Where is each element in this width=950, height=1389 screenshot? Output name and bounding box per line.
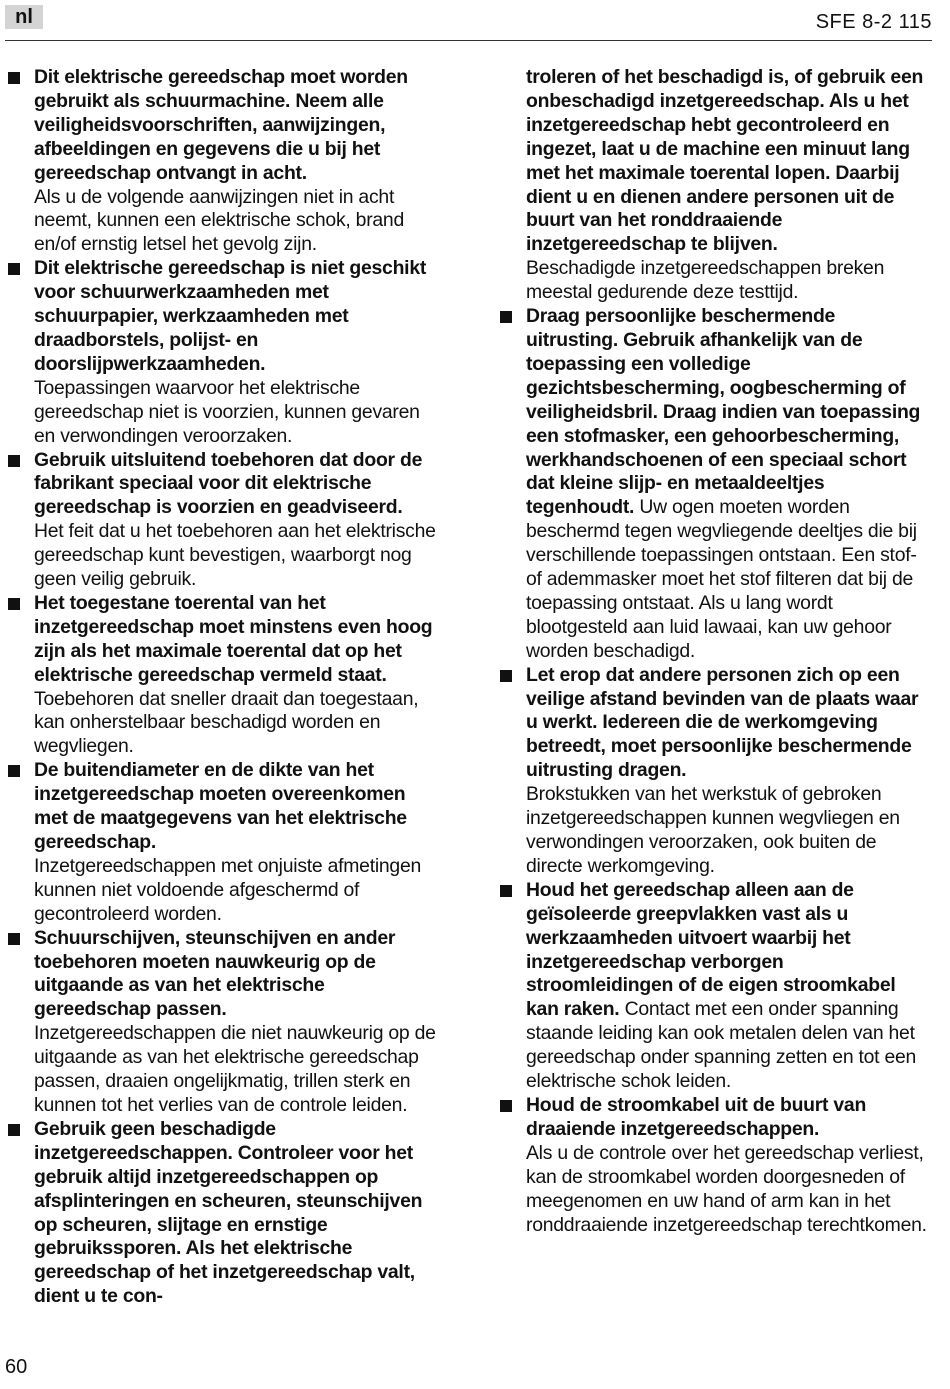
explanation-text: Toebehoren dat sneller draait dan toegestaan, kan onherstelbaar beschadigd worden en wegvliegen. xyxy=(34,687,419,758)
warning-text: Dit elektrische gereedschap moet worden gebruikt als schuurmachine. Neem alle veiligheidsvoorschriften, aanwijzingen, afbeeldingen en gegevens die u bij het gereedschap ontvangt in acht. xyxy=(34,66,408,184)
safety-item xyxy=(500,1094,932,1237)
explanation-text: Het feit dat u het toebehoren aan het elektrische gereedschap kunt bevestigen, waarborgt nog geen veilig gebruik. xyxy=(34,520,436,591)
model-name: SFE 8-2 115 xyxy=(815,11,932,33)
warning-text: De buitendiameter en de dikte van het inzetgereedschap moeten overeenkomen met de maatgegevens van het elektrische gereedschap. xyxy=(34,759,407,853)
continued-item xyxy=(500,66,932,305)
page-number: 60 xyxy=(5,1356,28,1378)
square-bullet-icon xyxy=(500,1100,512,1112)
explanation-text: Toepassingen waarvoor het elektrische gereedschap niet is voorzien, kunnen gevaren en verwondingen veroorzaken. xyxy=(34,376,420,447)
explanation-text: Uw ogen moeten worden beschermd tegen wegvliegende deeltjes die bij verschillende toepassingen ontstaan. Een stof- of ademmasker moet het stof filteren dat bij de toepassing ontstaat. Als u lang wordt blootgesteld aan luid lawaai, kan uw gehoor worden beschadigd. xyxy=(526,496,917,662)
square-bullet-icon xyxy=(8,263,20,275)
warning-text: Het toegestane toerental van het inzetgereedschap moet minstens even hoog zijn als het maximale toerental dat op het elektrische gereedschap vermeld staat. xyxy=(34,591,433,686)
right-column xyxy=(500,66,932,1237)
safety-item xyxy=(8,257,440,448)
explanation-text: Inzetgereedschappen die niet nauwkeurig op de uitgaande as van het elektrische gereedschap passen, draaien ongelijkmatig, trillen sterk en kunnen tot het verlies van de controle leiden. xyxy=(34,1022,436,1116)
square-bullet-icon xyxy=(8,1124,20,1136)
explanation-text: Brokstukken van het werkstuk of gebroken inzetgereedschappen kunnen wegvliegen en verwondingen veroorzaken, ook buiten de directe werkomgeving. xyxy=(526,783,900,877)
warning-text: Draag persoonlijke beschermende uitrusting. Gebruik afhankelijk van de toepassing een volledige gezichtsbescherming, oogbescherming of veiligheidsbril. Draag indien van toepassing een stofmasker, een gehoorbescherming, werkhandschoenen of een speciaal schort dat kleine slijp- en metaaldeeltjes tegenhoudt. xyxy=(526,305,921,519)
safety-item xyxy=(8,927,440,1118)
square-bullet-icon xyxy=(500,885,512,897)
safety-item xyxy=(500,879,932,1094)
safety-item xyxy=(8,1118,440,1309)
explanation-text: Contact met een onder spanning staande leiding kan ook metalen delen van het gereedschap onder spanning zetten en tot een elektrische schok leiden. xyxy=(526,998,917,1093)
square-bullet-icon xyxy=(500,311,512,323)
warning-text: Houd de stroomkabel uit de buurt van draaiende inzetgereedschappen. xyxy=(526,1093,867,1140)
warning-text: Schuurschijven, steunschijven en ander toebehoren moeten nauwkeurig op de uitgaande as van het elektrische gereedschap passen. xyxy=(34,926,396,1021)
square-bullet-icon xyxy=(8,598,20,610)
warning-text: troleren of het beschadigd is, of gebruik een onbeschadigd inzetgereedschap. Als u het inzetgereedschap hebt gecontroleerd en ingezet, laat u de machine een minuut lang met het maximale toerental lopen. Daarbij dient u en dienen andere personen uit de buurt van het ronddraaiende inzetgereedschap te blijven. xyxy=(526,66,924,256)
square-bullet-icon xyxy=(8,765,20,777)
header-divider xyxy=(5,40,932,41)
explanation-text: Inzetgereedschappen met onjuiste afmetingen kunnen niet voldoende afgeschermd of gecontroleerd worden. xyxy=(34,854,422,925)
safety-item xyxy=(8,759,440,926)
warning-text: Let erop dat andere personen zich op een veilige afstand bevinden van de plaats waar u werkt. Iedereen die de werkomgeving betreedt, moet persoonlijke beschermende uitrusting dragen. xyxy=(526,663,919,782)
square-bullet-icon xyxy=(8,72,20,84)
safety-item xyxy=(8,449,440,592)
safety-item xyxy=(500,664,932,879)
safety-item xyxy=(8,66,440,257)
square-bullet-icon xyxy=(500,670,512,682)
language-badge: nl xyxy=(5,5,43,29)
explanation-text: Beschadigde inzetgereedschappen breken meestal gedurende deze testtijd. xyxy=(526,257,885,304)
warning-text: Dit elektrische gereedschap is niet geschikt voor schuurwerkzaamheden met schuurpapier, werkzaamheden met draadborstels, polijst- en doorslijpwerkzaamheden. xyxy=(34,257,427,375)
warning-text: Gebruik geen beschadigde inzetgereedschappen. Controleer voor het gebruik altijd inzetgereedschappen op afsplinteringen en scheuren, steunschijven op scheuren, slijtage en ernstige gebruikssporen. Als het elektrische gereedschap of het inzetgereedschap valt, dient u te con- xyxy=(34,1117,423,1308)
warning-text: Gebruik uitsluitend toebehoren dat door de fabrikant speciaal voor dit elektrische gereedschap is voorzien en geadviseerd. xyxy=(34,448,423,519)
safety-item xyxy=(500,305,932,664)
square-bullet-icon xyxy=(8,455,20,467)
warning-text: Houd het gereedschap alleen aan de geïsoleerde greepvlakken vast als u werkzaamheden uitvoert waarbij het inzetgereedschap verborgen stroomleidingen of de eigen stroomkabel kan raken. xyxy=(526,878,896,1021)
square-bullet-icon xyxy=(8,933,20,945)
explanation-text: Als u de controle over het gereedschap verliest, kan de stroomkabel worden doorgesneden of meegenomen en uw hand of arm kan in het ronddraaiende inzetgereedschap terechtkomen. xyxy=(526,1141,927,1236)
safety-item xyxy=(8,592,440,759)
explanation-text: Als u de volgende aanwijzingen niet in acht neemt, kunnen een elektrische schok, brand en/of ernstig letsel het gevolg zijn. xyxy=(34,185,405,256)
left-column xyxy=(8,66,440,1309)
